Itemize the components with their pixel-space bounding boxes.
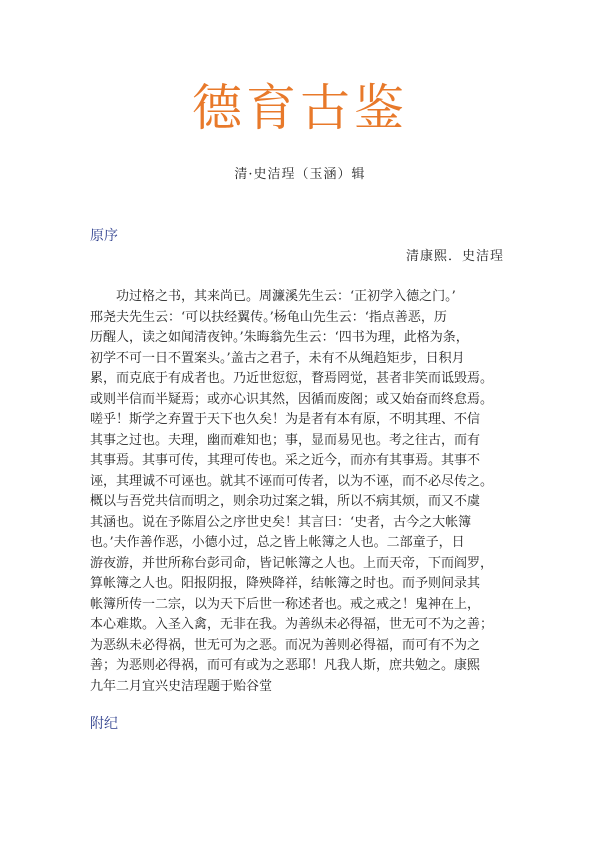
preface-line: 其涵也。说在予陈眉公之序世史矣！其言曰：‘史者，古今之大帐簿	[90, 514, 472, 530]
appendix-heading[interactable]: 附纪	[90, 716, 118, 732]
preface-line: 初学不可一日不置案头。’盖古之君子，未有不从绳趋矩步，日积月	[90, 350, 465, 366]
preface-byline: 清康熙．史洁珵	[405, 249, 504, 264]
preface-line: 为恶纵未必得祸，世无可为之恶。而况为善则必得福，而可有不为之	[90, 637, 481, 653]
preface-line: 嗟乎！斯学之弃置于天下也久矣！为是者有本有原，不明其理、不信	[90, 412, 481, 427]
preface-line: 善；为恶则必得祸，而可有或为之恶耶！凡我人斯，庶共勉之。康熙	[90, 658, 481, 673]
preface-line: 诬，其理诚不可诬也。就其不诬而可传者，以为不诬，而不必尽传之。	[90, 473, 494, 489]
preface-line: 游夜游，并世所称台彭司命，皆记帐簿之人也。上而天帝，下而阎罗，	[90, 555, 494, 571]
preface-line: 功过格之书，其来尚已。周濂溪先生云：‘正初学入德之门。’	[90, 289, 456, 304]
author-line: 清·史洁珵（玉涵）辑	[234, 167, 366, 182]
preface-line: 概以与吾党共信而明之，则余功过案之辑，所以不病其烦，而又不虞	[90, 494, 481, 509]
preface-line: 其事之过也。夫理，幽而难知也；事，显而易见也。考之往古，而有	[90, 432, 481, 448]
preface-line: 其事焉。其事可传，其理可传也。采之近今，而亦有其事焉。其事不	[90, 453, 481, 468]
preface-line: 也。’夫作善作恶，小德小过，总之皆上帐簿之人也。二部童子，日	[90, 535, 465, 550]
preface-line: 帐簿所传一二宗，以为天下后世一称述者也。戒之戒之！鬼神在上，	[90, 596, 481, 612]
book-title: 德育古鉴	[192, 79, 408, 137]
preface-line: 或则半信而半疑焉；或亦心识其然，因循而废阁；或又始奋而终怠焉。	[90, 391, 494, 407]
preface-line: 九年二月宜兴史洁珵题于贻谷堂	[90, 678, 273, 694]
preface-line: 算帐簿之人也。阳报阴报，降殃降祥，结帐簿之时也。而予则间录其	[90, 576, 481, 591]
preface-body	[90, 287, 511, 697]
preface-line: 历醒人，读之如闻清夜钟。’朱晦翁先生云：‘四书为理，此格为条，	[90, 330, 469, 345]
preface-line: 累，而克底于有成者也。乃近世愆愆，瞀焉罔觉，甚者非笑而诋毁焉。	[90, 371, 494, 386]
preface-heading[interactable]: 原序	[90, 228, 118, 244]
preface-line: 本心难欺。入圣入禽，无非在我。为善纵未必得福，世无可不为之善；	[90, 617, 494, 632]
preface-line: 邢尧夫先生云：‘可以扶经翼传。’杨龟山先生云：‘指点善恶，历	[90, 309, 447, 325]
